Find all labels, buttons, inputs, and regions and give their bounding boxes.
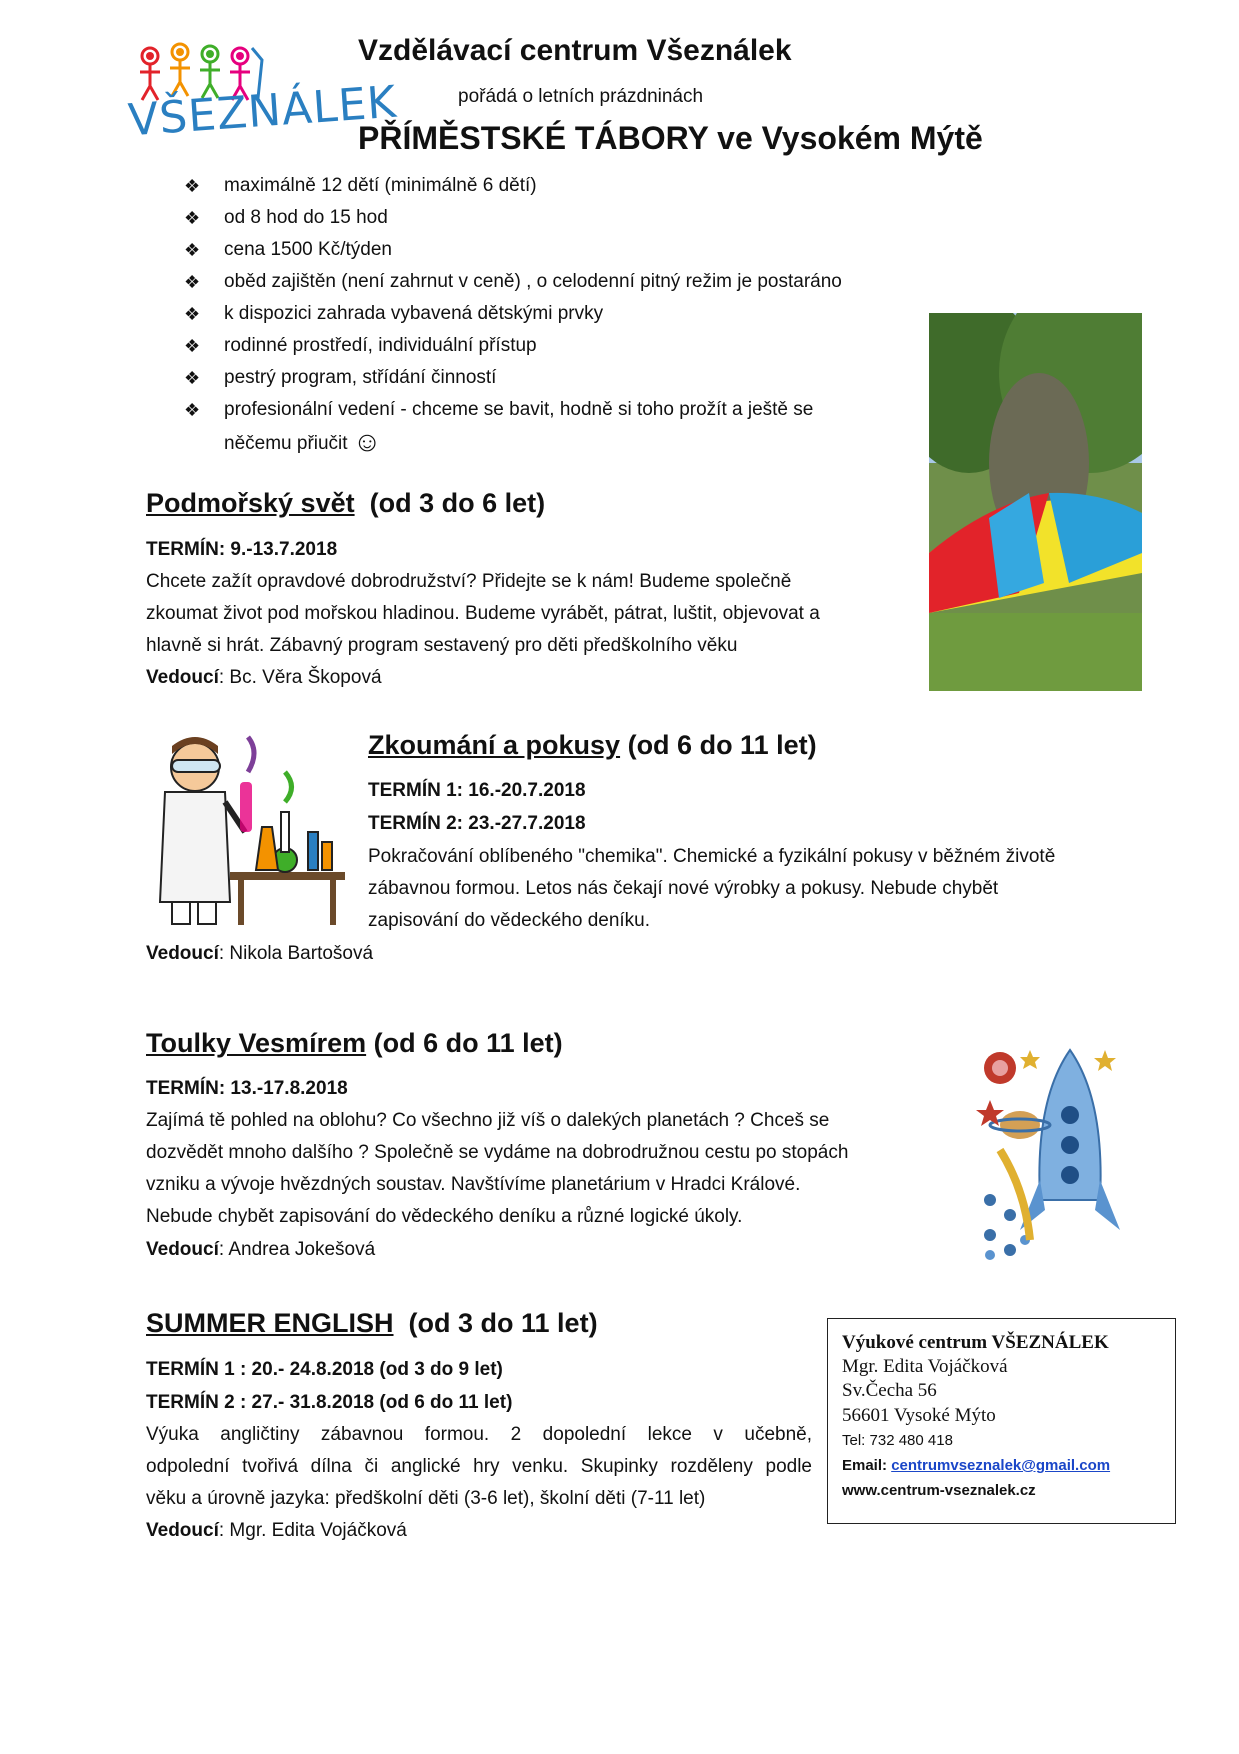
contact-email-row: Email: centrumvseznalek@gmail.com — [842, 1457, 1111, 1474]
chemist-illustration — [150, 732, 350, 930]
feature-list — [184, 170, 944, 460]
camp2-title: Zkoumání a pokusy (od 6 do 11 let) — [368, 730, 817, 760]
camp3-title: Toulky Vesmírem (od 6 do 11 let) — [146, 1028, 563, 1058]
camp3-description: Zajímá tě pohled na oblohu? Co všechno již víš o dalekých planetách ? Chceš se dozvědět mnoho dalšího ? Společně se vydáme na dobrodružnou cestu po stopách vzniku a vývoje hvězdných soustav. Navštívíme planetárium v Hradci Králové. Nebude chybět zapisování do vědeckého deníku a různé logické úkoly. — [146, 1110, 849, 1227]
bullet-icon: ❖ — [184, 400, 201, 420]
contact-city: 56601 Vysoké Mýto — [842, 1405, 996, 1426]
camp1-description: Chcete zažít opravdové dobrodružství? Přidejte se k nám! Budeme společně zkoumat život pod mořskou hladinou. Budeme vyrábět, pátrat, luštit, objevovat a hlavně si hrát. Zábavný program sestavený pro děti předškolního věku — [146, 571, 820, 656]
parachute-photo-icon — [929, 313, 1142, 691]
org-title: Vzdělávací centrum Všeználek — [358, 34, 792, 67]
bullet-icon: ❖ — [184, 240, 201, 260]
scientist-icon — [150, 732, 350, 930]
feature-item: ❖ oběd zajištěn (není zahrnut v ceně) , o celodenní pitný režim je postaráno — [184, 266, 944, 298]
bullet-icon: ❖ — [184, 368, 201, 388]
feature-item: ❖ maximálně 12 dětí (minimálně 6 dětí) — [184, 170, 944, 202]
contact-phone: Tel: 732 480 418 — [842, 1432, 953, 1449]
feature-item: ❖ od 8 hod do 15 hod — [184, 202, 944, 234]
camp4-description: Výuka angličtiny zábavnou formou. 2 dopolední lekce v učebně, odpolední tvořivá dílna či anglické hry venku. Skupinky rozděleny podle věku a úrovně jazyka: předškolní děti (3-6 let), školní děti (7-11 let) — [146, 1424, 812, 1509]
logo — [126, 38, 399, 148]
bullet-icon: ❖ — [184, 272, 201, 292]
camp4-leader: Vedoucí: Mgr. Edita Vojáčková — [146, 1520, 407, 1541]
camp1-title: Podmořský svět (od 3 do 6 let) — [146, 488, 546, 518]
camp2-leader: Vedoucí: Nikola Bartošová — [146, 943, 374, 964]
camp4-term1: TERMÍN 1 : 20.- 24.8.2018 (od 3 do 9 let) — [146, 1359, 503, 1380]
bullet-icon: ❖ — [184, 304, 201, 324]
subtitle: pořádá o letních prázdninách — [458, 86, 704, 107]
logo-text: VŠEZNÁLEK — [126, 76, 399, 147]
camp1-term: TERMÍN: 9.-13.7.2018 — [146, 539, 338, 560]
bullet-icon: ❖ — [184, 208, 201, 228]
rocket-illustration — [970, 1040, 1130, 1268]
feature-item: ❖ rodinné prostředí, individuální přístup — [184, 330, 944, 362]
main-title: PŘÍMĚSTSKÉ TÁBORY ve Vysokém Mýtě — [358, 120, 983, 156]
feature-item: ❖ pestrý program, střídání činností — [184, 362, 944, 394]
feature-item: ❖ profesionální vedení - chceme se bavit, hodně si toho prožít a ještě se něčemu přiučit ☺ — [184, 394, 944, 460]
parachute-photo — [929, 313, 1142, 691]
contact-person: Mgr. Edita Vojáčková — [842, 1356, 1008, 1377]
camp2-term1: TERMÍN 1: 16.-20.7.2018 — [368, 780, 586, 801]
smiley-icon: ☺ — [352, 426, 382, 457]
camp3-term: TERMÍN: 13.-17.8.2018 — [146, 1078, 348, 1099]
website-link[interactable]: www.centrum-vseznalek.cz — [842, 1482, 1036, 1499]
camp2-description: Pokračování oblíbeného "chemika". Chemické a fyzikální pokusy v běžném životě zábavnou formou. Letos nás čekají nové výrobky a pokusy. Nebude chybět zapisování do vědeckého deníku. — [368, 846, 1056, 931]
camp1-leader: Vedoucí: Bc. Věra Škopová — [146, 667, 382, 688]
camp4-title: SUMMER ENGLISH (od 3 do 11 let) — [146, 1308, 598, 1338]
camp2-term2: TERMÍN 2: 23.-27.7.2018 — [368, 813, 586, 834]
bullet-icon: ❖ — [184, 336, 201, 356]
contact-box — [827, 1318, 1176, 1524]
email-link[interactable]: centrumvseznalek@gmail.com — [891, 1457, 1111, 1474]
rocket-icon — [970, 1040, 1130, 1268]
camp4-term2: TERMÍN 2 : 27.- 31.8.2018 (od 6 do 11 let) — [146, 1392, 513, 1413]
bullet-icon: ❖ — [184, 176, 201, 196]
contact-org: Výukové centrum VŠEZNÁLEK — [842, 1332, 1109, 1353]
camp3-leader: Vedoucí: Andrea Jokešová — [146, 1239, 376, 1260]
feature-item: ❖ k dispozici zahrada vybavená dětskými prvky — [184, 298, 944, 330]
feature-item: ❖ cena 1500 Kč/týden — [184, 234, 944, 266]
contact-street: Sv.Čecha 56 — [842, 1380, 937, 1401]
